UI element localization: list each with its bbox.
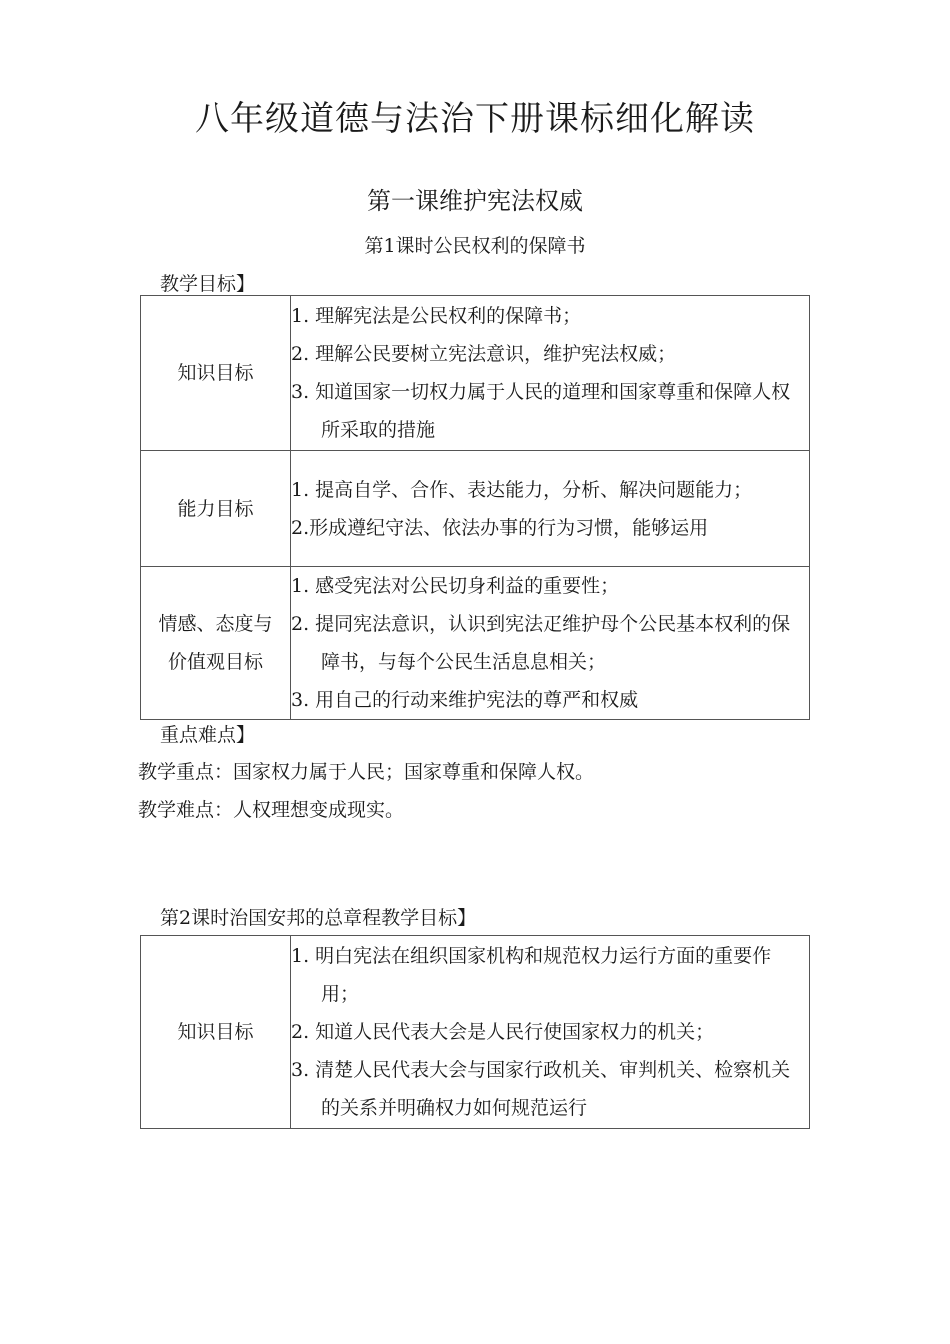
- list-item: 3. 知道国家一切权力属于人民的道理和国家尊重和保障人权所采取的措施: [291, 381, 791, 441]
- period-1-objectives-table: [140, 295, 810, 720]
- list-item: 3. 清楚人民代表大会与国家行政机关、审判机关、检察机关的关系并明确权力如何规范运行: [291, 1059, 791, 1119]
- difficult-point-text: 教学难点：人权理想变成现实。: [138, 799, 405, 821]
- emotion-goal-label: [141, 567, 291, 720]
- key-points-label: 重点难点】: [160, 724, 256, 746]
- knowledge-goal-content-2: [291, 936, 810, 1129]
- ability-goal-label: 能力目标: [141, 451, 291, 567]
- list-item: 1. 感受宪法对公民切身利益的重要性；: [291, 575, 620, 597]
- list-item: 2. 提同宪法意识，认识到宪法疋维护母个公民基本权利的保障书，与每个公民生活息息相关；: [291, 613, 791, 673]
- table-row: [141, 936, 810, 1129]
- emotion-goal-label-line1: 情感、态度与: [158, 613, 273, 635]
- emotion-goal-content: [291, 567, 810, 720]
- period-1-objectives-label: 教学目标】: [160, 273, 256, 295]
- list-item: 2. 理解公民要树立宪法意识，维护宪法权威；: [291, 343, 677, 365]
- period-1-title: 第1课时公民权利的保障书: [364, 235, 586, 257]
- knowledge-goal-label-2: 知识目标: [141, 936, 291, 1129]
- key-point-text: 教学重点：国家权力属于人民；国家尊重和保障人权。: [138, 761, 595, 783]
- table-row: [141, 451, 810, 567]
- period-2-title: 第2课时治国安邦的总章程教学目标】: [160, 907, 477, 929]
- list-item: 1. 明白宪法在组织国家机构和规范权力运行方面的重要作用；: [291, 945, 772, 1005]
- lesson-title: 第一课维护宪法权威: [367, 187, 583, 215]
- list-item: 2.形成遵纪守法、依法办事的行为习惯，能够运用: [291, 516, 709, 539]
- period-2-objectives-table: [140, 935, 810, 1129]
- knowledge-goal-label: 知识目标: [141, 296, 291, 451]
- list-item: 2. 知道人民代表大会是人民行使国家权力的机关；: [291, 1021, 715, 1043]
- emotion-goal-label-line2: 价值观目标: [167, 651, 263, 673]
- list-item: 1. 提高自学、合作、表达能力，分析、解决问题能力；: [291, 478, 753, 501]
- ability-goal-content: [291, 451, 810, 567]
- list-item: 1. 理解宪法是公民权利的保障书；: [291, 305, 582, 327]
- knowledge-goal-content: [291, 296, 810, 451]
- list-item: 3. 用自己的行动来维护宪法的尊严和权威: [291, 689, 639, 711]
- table-row: [141, 296, 810, 451]
- table-row: [141, 567, 810, 720]
- document-title: 八年级道德与法治下册课标细化解读: [195, 99, 755, 139]
